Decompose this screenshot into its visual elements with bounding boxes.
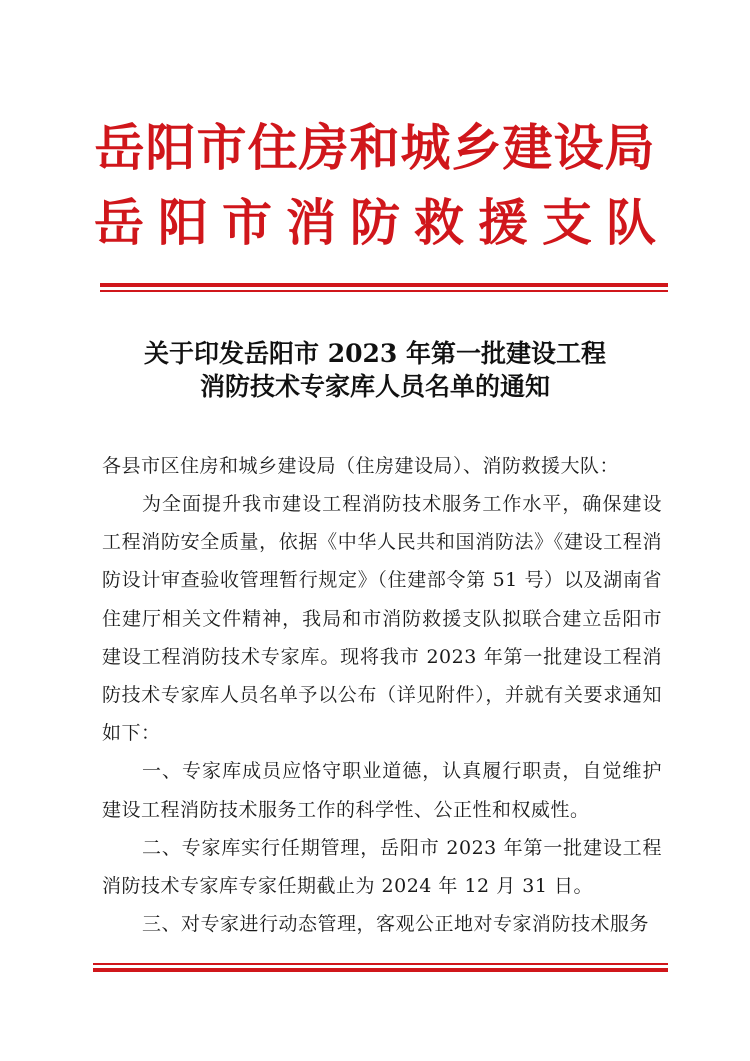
body-paragraph-item-3: 三、对专家进行动态管理，客观公正地对专家消防技术服务 — [142, 913, 650, 936]
footer-red-rule-thick — [93, 968, 668, 972]
issuer-name-housing-bureau: 岳阳市住房和城乡建设局 — [94, 119, 656, 177]
addressee-line: 各县市区住房和城乡建设局（住房建设局）、消防救援大队： — [102, 455, 620, 477]
header-red-rule-thick — [100, 283, 668, 287]
document-body — [102, 485, 662, 943]
header-red-rule-thin — [100, 290, 668, 292]
body-paragraph-item-2: 二、专家库实行任期管理，岳阳市 2023 年第一批建设工程消防技术专家库专家任期截止为 2024 年 12 月 31 日。 — [102, 836, 662, 898]
document-title-line-1: 关于印发岳阳市 2023 年第一批建设工程 — [144, 339, 606, 368]
document-title-line-2: 消防技术专家库人员名单的通知 — [199, 372, 550, 401]
issuer-name-fire-rescue-detachment: 岳阳市消防救援支队 — [94, 194, 670, 252]
footer-red-rule-thin — [93, 963, 668, 965]
body-paragraph-item-1: 一、专家库成员应恪守职业道德，认真履行职责，自觉维护建设工程消防技术服务工作的科学性、公正性和权威性。 — [102, 760, 662, 821]
body-paragraph-intro: 为全面提升我市建设工程消防技术服务工作水平，确保建设工程消防安全质量，依据《中华人民共和国消防法》《建设工程消防设计审查验收管理暂行规定》（住建部令第 51 号）以及湖南省住建厅相关文件精神，我局和市消防救援支队拟联合建立岳阳市建设工程消防技术专家库。现将我市 2023 年第一批建设工程消防技术专家库人员名单予以公布（详见附件），并就有关要求通知如下： — [102, 493, 662, 745]
